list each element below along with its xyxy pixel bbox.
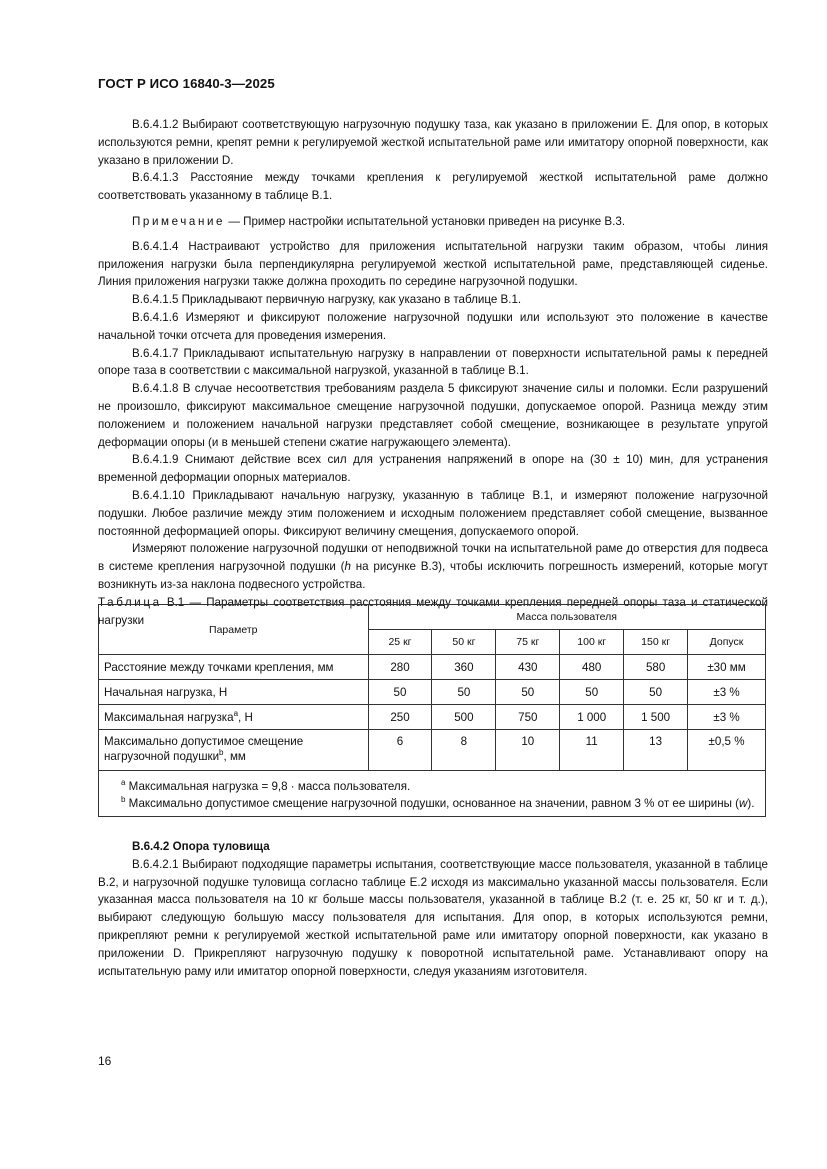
column-header: 100 кг	[560, 630, 624, 655]
table-row	[99, 705, 766, 730]
table-row	[99, 680, 766, 705]
table-cell: 50	[432, 680, 496, 705]
table-cell: 1 500	[624, 705, 688, 730]
table-cell: ±3 %	[688, 680, 766, 705]
footnote-a	[109, 778, 755, 795]
table-cell: 580	[624, 655, 688, 680]
paragraph: В.6.4.2.1 Выбирают подходящие параметры испытания, соответствующие массе пользователя, указанной в таблице В.2, и нагрузочной подушке туловища согласно таблице Е.2 исходя из максимально указанной массы пользователя. Если указанная масса пользователя на 10 кг больше массы пользователя, указанной в таблице В.2 (т. е. 25 кг, 50 кг и т. д.), выбирают следующую большую массу пользователя для испытания. Для опор, в которых используются ремни, прикрепляют ремни к регулируемой жесткой испытательной раме или имитатору опорной поверхности, как указано в приложении D. Прикрепляют нагрузочную подушку к поворотной испытательной раме. Устанавливают опору на испытательную раму или имитатор опорной поверхности, следуя указаниям изготовителя.	[98, 857, 768, 978]
table-cell: 50	[624, 680, 688, 705]
table-cell: 50	[496, 680, 560, 705]
footnote-text: Максимальная нагрузка = 9,8 · масса пользователя.	[125, 780, 411, 793]
symbol-w: w	[739, 797, 748, 810]
row-label: Расстояние между точками крепления, мм	[99, 655, 369, 680]
paragraph: В.6.4.1.9 Снимают действие всех сил для устранения напряжений в опоре на (30 ± 10) мин, для устранения временной деформации опорных материалов.	[98, 453, 768, 485]
page-number: 16	[98, 1054, 112, 1068]
table-cell: ±3 %	[688, 705, 766, 730]
body-text	[98, 116, 768, 629]
paragraph: В.6.4.1.8 В случае несоответствия требованиям раздела 5 фиксируют значение силы и поломки. Если разрушений не произошло, фиксируют максимальное смещение нагрузочной подушки, допускаемое опорой. Разница между этим положением и положением начальной нагрузки представляет собой смещение, возникающее в результате упругой деформации опоры (и в меньшей степени сжатие нагружающего элемента).	[98, 382, 768, 449]
column-header-parameter: Параметр	[99, 605, 369, 655]
table-cell: 8	[432, 730, 496, 771]
column-header: 75 кг	[496, 630, 560, 655]
table-cell: 50	[560, 680, 624, 705]
column-header: 50 кг	[432, 630, 496, 655]
table-cell: 10	[496, 730, 560, 771]
table-cell: 360	[432, 655, 496, 680]
footnote-text: ).	[747, 797, 755, 810]
column-header: 25 кг	[368, 630, 432, 655]
table-cell: 750	[496, 705, 560, 730]
table-cell: 6	[368, 730, 432, 771]
table-caption-label: Таблица	[98, 595, 162, 609]
column-group-header: Масса пользователя	[368, 605, 765, 630]
paragraph: В.6.4.1.2 Выбирают соответствующую нагрузочную подушку таза, как указано в приложении Е. Для опор, в которых используются ремни, крепят ремни к регулируемой жесткой испытательной раме или имитатору опорной поверхности, как указано в приложении D.	[98, 118, 768, 167]
table-cell: 500	[432, 705, 496, 730]
row-label	[99, 730, 369, 771]
table-cell: ±0,5 %	[688, 730, 766, 771]
paragraph: В.6.4.1.7 Прикладывают испытательную нагрузку в направлении от поверхности испытательной рамы к передней опоре таза в соответствии с максимальной нагрузкой, указанной в таблице В.1.	[98, 346, 768, 378]
table-cell: 1 000	[560, 705, 624, 730]
paragraph-part: Измеряют положение нагрузочной подушки от неподвижной точки на испытательной раме до отверстия для подвеса в системе крепления нагрузочной подушки (	[98, 542, 768, 574]
column-header: 150 кг	[624, 630, 688, 655]
note	[98, 213, 768, 231]
table-cell: 11	[560, 730, 624, 771]
note-label: Примечание	[132, 214, 226, 228]
section-torso-support	[98, 838, 768, 980]
row-label: Начальная нагрузка, Н	[99, 680, 369, 705]
paragraph: В.6.4.1.4 Настраивают устройство для приложения испытательной нагрузки таким образом, чтобы линия приложения нагрузки была перпендикулярна регулируемой жесткой испытательной раме, представляющей сиденье. Линия приложения нагрузки также должна проходить по середине нагрузочной подушки.	[98, 239, 768, 289]
footnote-b	[109, 795, 755, 812]
table-row	[99, 730, 766, 771]
note-text: — Пример настройки испытательной установки приведен на рисунке В.3.	[225, 214, 626, 228]
table-cell: 13	[624, 730, 688, 771]
footnote-ref: b	[219, 748, 224, 758]
paragraph	[98, 540, 768, 593]
row-label	[99, 705, 369, 730]
footnote-mark: b	[121, 795, 126, 805]
row-label-unit: , мм	[223, 750, 246, 763]
footnotes-cell	[99, 771, 766, 817]
table-cell: 480	[560, 655, 624, 680]
paragraph: В.6.4.1.5 Прикладывают первичную нагрузку, как указано в таблице В.1.	[132, 293, 522, 307]
table-cell: ±30 мм	[688, 655, 766, 680]
paragraph: В.6.4.1.10 Прикладывают начальную нагрузку, указанную в таблице В.1, и измеряют положение нагрузочной подушки. Любое различие между этим положением и исходным положением представляет собой смещение, вызванное постоянной деформацией опоры. Фиксируют величину смещения, допускаемого опорой.	[98, 488, 768, 538]
section-heading: В.6.4.2 Опора туловища	[132, 840, 270, 853]
paragraph-part: на рисунке В.3), чтобы исключить погрешность измерений, которые могут возникнуть из-за наклона подвесного устройства.	[98, 560, 768, 591]
row-label-unit: , Н	[238, 710, 253, 724]
symbol-h: h	[344, 560, 351, 574]
paragraph: В.6.4.1.3 Расстояние между точками крепления к регулируемой жесткой испытательной раме должно соответствовать указанному в таблице В.1.	[98, 171, 768, 203]
table-cell: 50	[368, 680, 432, 705]
footnote-ref: a	[233, 708, 239, 718]
paragraph: В.6.4.1.6 Измеряют и фиксируют положение нагрузочной подушки или используют это положение в качестве начальной точки отсчета для проведения измерения.	[98, 310, 768, 342]
table-footnotes	[99, 771, 766, 817]
row-label-text: Максимальная нагрузка	[104, 710, 234, 724]
table-b1	[98, 604, 768, 817]
row-label-text: Максимально допустимое смещение нагрузочной подушки	[104, 735, 304, 763]
table-cell: 430	[496, 655, 560, 680]
table-cell: 280	[368, 655, 432, 680]
footnote-mark: a	[121, 778, 126, 788]
table-cell: 250	[368, 705, 432, 730]
table-row	[99, 655, 766, 680]
document-header: ГОСТ Р ИСО 16840-3—2025	[98, 76, 275, 91]
parameters-table	[98, 604, 766, 817]
footnote-text: Максимально допустимое смещение нагрузочной подушки, основанное на значении, равном 3 % от ее ширины (	[125, 797, 740, 810]
column-header: Допуск	[688, 630, 766, 655]
table-caption-text: В.1 — Параметры соответствия расстояния между точками крепления передней опоры таза и статической нагрузки	[98, 595, 768, 627]
